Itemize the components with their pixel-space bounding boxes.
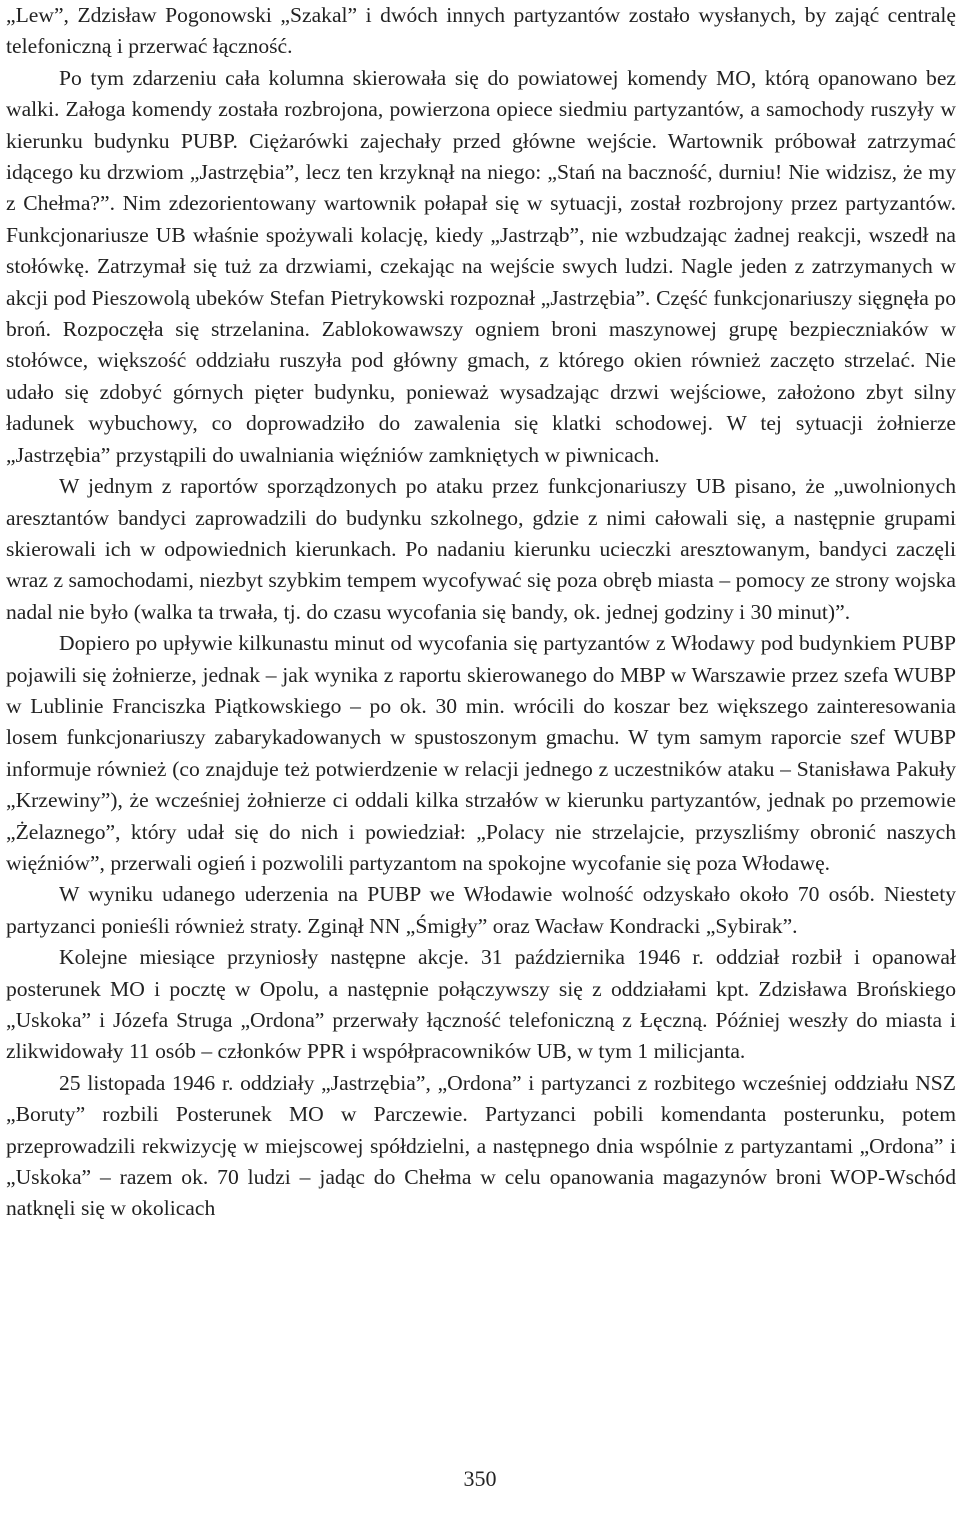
page-number: 350	[463, 1466, 497, 1491]
paragraph: „Lew”, Zdzisław Pogonowski „Szakal” i dwóch innych partyzantów zostało wysłanych, by zająć centralę telefoniczną i przerwać łączność.	[6, 3, 956, 59]
paragraph: Po tym zdarzeniu cała kolumna skierowała się do powiatowej komendy MO, którą opanowano bez walki. Załoga komendy została rozbrojona, powierzona opiece siedmiu partyzantów, a samochody ruszyły w kierunku budynku PUBP. Ciężarówki zajechały przed główne wejście. Wartownik próbował zatrzymać idącego ku drzwiom „Jastrzębia”, lecz ten krzyknął na niego: „Stań na baczność, durniu! Nie widzisz, że my z Chełma?”. Nim zdezorientowany wartownik połapał się w sytuacji, został rozbrojony przez partyzantów. Funkcjonariusze UB właśnie spożywali kolację, kiedy „Jastrząb”, nie wzbudzając żadnej reakcji, wszedł na stołówkę. Zatrzymał się tuż za drzwiami, czekając na wejście swych ludzi. Nagle jeden z zatrzymanych w akcji pod Pieszowolą ubeków Stefan Pietrykowski rozpoznał „Jastrzębia”. Część funkcjonariuszy sięgnęła po broń. Rozpoczęła się strzelanina. Zablokowawszy ogniem broni maszynowej grupę bezpieczniaków w stołówce, większość oddziału ruszyła pod główny gmach, z którego okien również zaczęto strzelać. Nie udało się zdobyć górnych pięter budynku, ponieważ wysadzając drzwi wejściowe, założono zbyt silny ładunek wybuchowy, co doprowadziło do zawalenia się klatki schodowej. W tej sytuacji żołnierze „Jastrzębia” przystąpili do uwalniania więźniów zamkniętych w piwnicach.	[6, 65, 956, 467]
paragraph: 25 listopada 1946 r. oddziały „Jastrzębia”, „Ordona” i partyzanci z rozbitego wcześniej oddziału NSZ „Boruty” rozbili Posterunek MO w Parczewie. Partyzanci pobili komendanta posterunku, potem przeprowadzili rekwizycję w miejscowej spółdzielni, a następnego dnia wspólnie z partyzantami „Ordona” i „Uskoka” – razem ok. 70 ludzi – jadąc do Chełma w celu opanowania magazynów broni WOP-Wschód natknęli się w okolicach	[6, 1070, 956, 1221]
text-body	[6, 0, 956, 1225]
paragraph: Dopiero po upływie kilkunastu minut od wycofania się partyzantów z Włodawy pod budynkiem PUBP pojawili się żołnierze, jednak – jak wynika z raportu skierowanego do MBP w Warszawie przez szefa WUBP w Lublinie Franciszka Piątkowskiego – po ok. 30 min. wrócili do koszar bez większego zainteresowania losem funkcjonariuszy zabarykadowanych w spustoszonym gmachu. W tym samym raporcie szef WUBP informuje również (co znajduje też potwierdzenie w relacji jednego z uczestników ataku – Stanisława Pakuły „Krzewiny”), że wcześniej żołnierze ci oddali kilka strzałów w kierunku partyzantów, jednak po przemowie „Żelaznego”, który udał się do nich i powiedział: „Polacy nie strzelajcie, przyszliśmy obronić naszych więźniów”, przerwali ogień i pozwolili partyzantom na spokojne wycofanie się poza Włodawę.	[6, 631, 956, 875]
paragraph: Kolejne miesiące przyniosły następne akcje. 31 października 1946 r. oddział rozbił i opanował posterunek MO i pocztę w Opolu, a następnie połączywszy się z oddziałami kpt. Zdzisława Brońskiego „Uskoka” i Józefa Struga „Ordona” przerwały łączność telefoniczną z Łęczną. Później weszły do miasta i zlikwidowały 11 osób – członków PPR i współpracowników UB, w tym 1 milicjanta.	[6, 945, 956, 1064]
paragraph: W jednym z raportów sporządzonych po ataku przez funkcjonariuszy UB pisano, że „uwolnionych aresztantów bandyci zaprowadzili do budynku szkolnego, gdzie z nimi całowali się, a następnie grupami skierowali ich w odpowiednich kierunkach. Po nadaniu kierunku ucieczki aresztowanym, bandyci zaczęli wraz z samochodami, niezbyt szybkim tempem wycofywać się poza obręb miasta – pomocy ze strony wojska nadal nie było (walka ta trwała, tj. do czasu wycofania się bandy, ok. jednej godziny i 30 minut)”.	[6, 474, 956, 624]
paragraph: W wyniku udanego uderzenia na PUBP we Włodawie wolność odzyskało około 70 osób. Niestety partyzanci ponieśli również straty. Zginął NN „Śmigły” oraz Wacław Kondracki „Sybirak”.	[6, 882, 956, 938]
